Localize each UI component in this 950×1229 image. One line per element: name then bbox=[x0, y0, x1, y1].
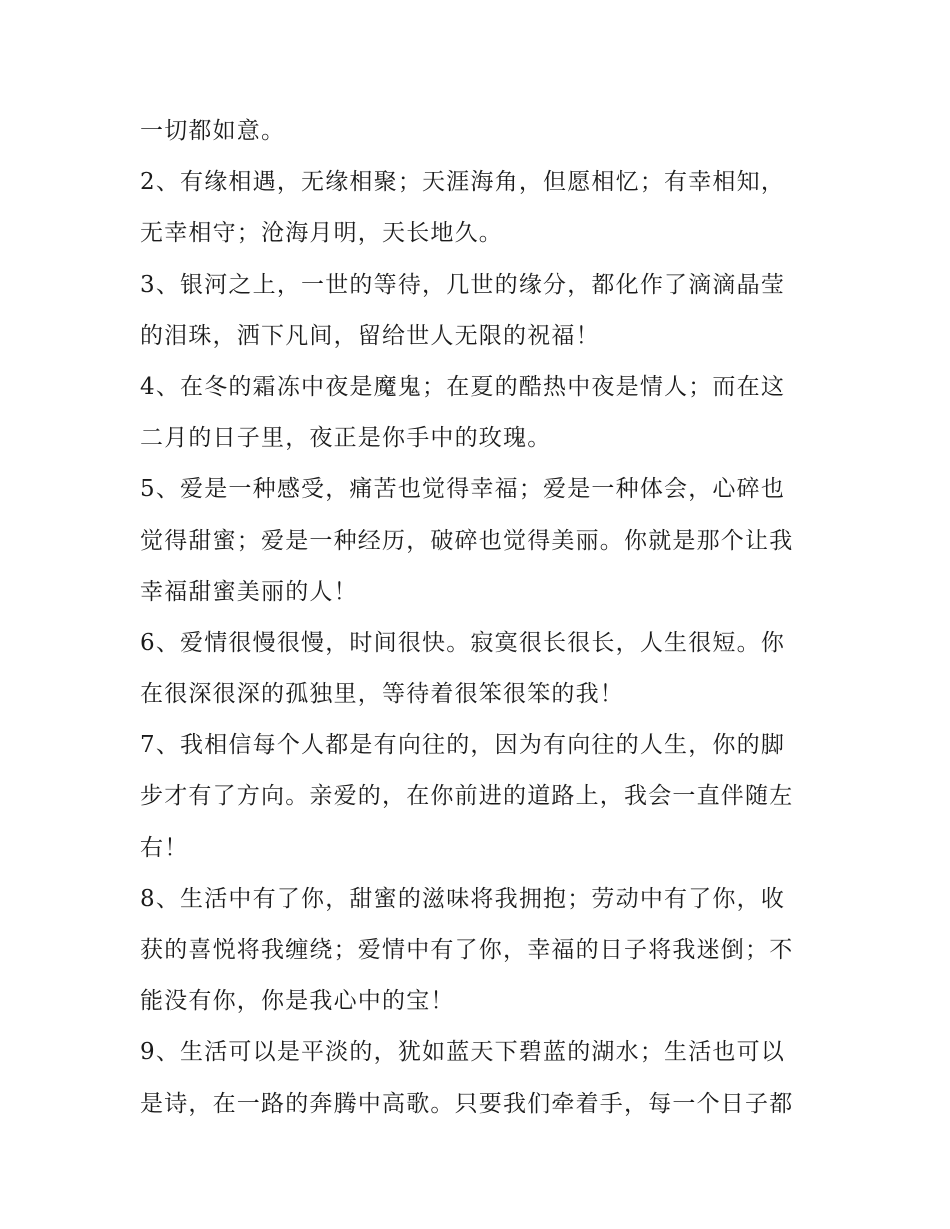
text-line: 9、生活可以是平淡的，犹如蓝天下碧蓝的湖水；生活也可以 bbox=[140, 1039, 786, 1066]
text-line: 在很深很深的孤独里，等待着很笨很笨的我！ bbox=[140, 681, 624, 708]
text-line: 5、爱是一种感受，痛苦也觉得幸福；爱是一种体会，心碎也 bbox=[140, 476, 786, 503]
text-line: 一切都如意。 bbox=[140, 118, 286, 144]
text-line: 幸福甜蜜美丽的人！ bbox=[140, 578, 358, 605]
text-line: 无幸相守；沧海月明，天长地久。 bbox=[140, 220, 503, 247]
text-line: 3、银河之上，一世的等待，几世的缘分，都化作了滴滴晶莹 bbox=[140, 271, 786, 298]
text-line: 4、在冬的霜冻中夜是魔鬼；在夏的酷热中夜是情人；而在这 bbox=[140, 373, 786, 400]
text-line: 能没有你，你是我心中的宝！ bbox=[140, 988, 455, 1015]
text-line: 8、生活中有了你，甜蜜的滋味将我拥抱；劳动中有了你，收 bbox=[140, 885, 786, 912]
text-line: 的泪珠，洒下凡间，留给世人无限的祝福！ bbox=[140, 322, 600, 349]
text-line: 是诗，在一路的奔腾中高歌。只要我们牵着手，每一个日子都 bbox=[140, 1090, 794, 1117]
text-line: 觉得甜蜜；爱是一种经历，破碎也觉得美丽。你就是那个让我 bbox=[140, 527, 794, 554]
text-line: 步才有了方向。亲爱的，在你前进的道路上，我会一直伴随左 bbox=[140, 783, 794, 810]
text-line: 获的喜悦将我缠绕；爱情中有了你，幸福的日子将我迷倒；不 bbox=[140, 937, 794, 963]
text-line: 7、我相信每个人都是有向往的，因为有向往的人生，你的脚 bbox=[140, 732, 786, 759]
text-line: 2、有缘相遇，无缘相聚；天涯海角，但愿相忆；有幸相知， bbox=[140, 169, 786, 196]
text-line: 二月的日子里，夜正是你手中的玫瑰。 bbox=[140, 425, 552, 452]
text-line: 右！ bbox=[140, 834, 189, 861]
text-line: 6、爱情很慢很慢，时间很快。寂寞很长很长，人生很短。你 bbox=[140, 629, 786, 656]
document-body bbox=[140, 106, 820, 1130]
